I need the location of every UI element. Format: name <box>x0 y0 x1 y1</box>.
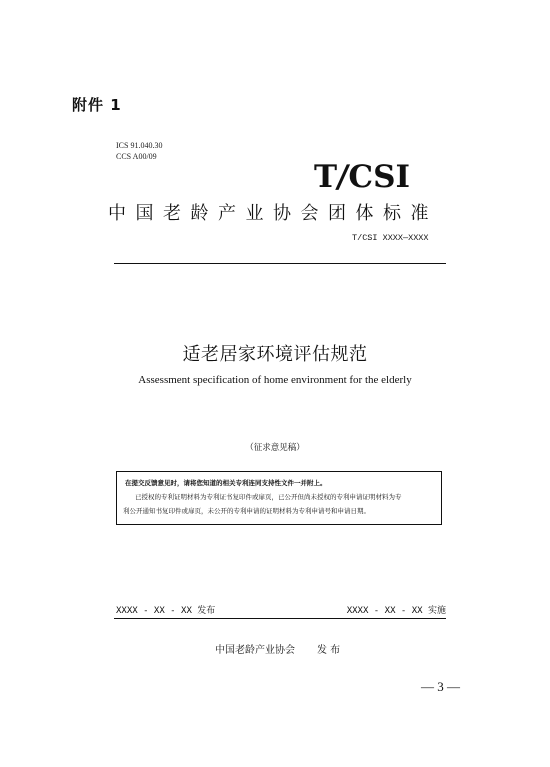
document-title: 适老居家环境评估规范 <box>182 344 368 365</box>
issuer-action: 发 布 <box>317 645 341 656</box>
notice-line-2: 已授权的专利证明材料为专利证书复印件或扉页，已公开但尚未授权的专利申请证明材料为专 <box>135 493 402 501</box>
ics-code: ICS 91.040.30 <box>116 141 163 150</box>
english-title: Assessment specification of home environment for the elderly <box>138 374 412 386</box>
publish-date: XXXX - XX - XX 发布 <box>116 606 216 616</box>
logo-slash: / <box>334 159 351 195</box>
attachment-label: 附件 1 <box>72 96 122 114</box>
notice-line-3: 利公开通知书复印件或扉页，未公开的专利申请的证明材料为专利申请号和申请日期。 <box>123 507 370 515</box>
page-number: — 3 — <box>421 679 460 694</box>
bottom-divider <box>114 618 446 619</box>
notice-line-1: 在提交反馈意见时，请将您知道的相关专利连同支持性文件一并附上。 <box>125 479 327 487</box>
issuer-name: 中国老龄产业协会 <box>215 645 295 656</box>
logo-prefix: T <box>314 159 338 195</box>
ccs-code: CCS A00/09 <box>116 152 157 161</box>
standard-number: T/CSI XXXX—XXXX <box>352 233 429 243</box>
tcsi-logo <box>314 160 426 194</box>
issuer-line <box>215 641 340 656</box>
implement-date: XXXX - XX - XX 实施 <box>346 606 446 616</box>
classification-codes <box>116 140 162 162</box>
top-divider <box>114 263 446 264</box>
draft-label: （征求意见稿） <box>245 443 305 453</box>
organization-title: 中国老龄产业协会团体标准 <box>108 203 438 224</box>
logo-suffix: CSI <box>348 159 410 195</box>
patent-notice-box <box>116 471 442 525</box>
